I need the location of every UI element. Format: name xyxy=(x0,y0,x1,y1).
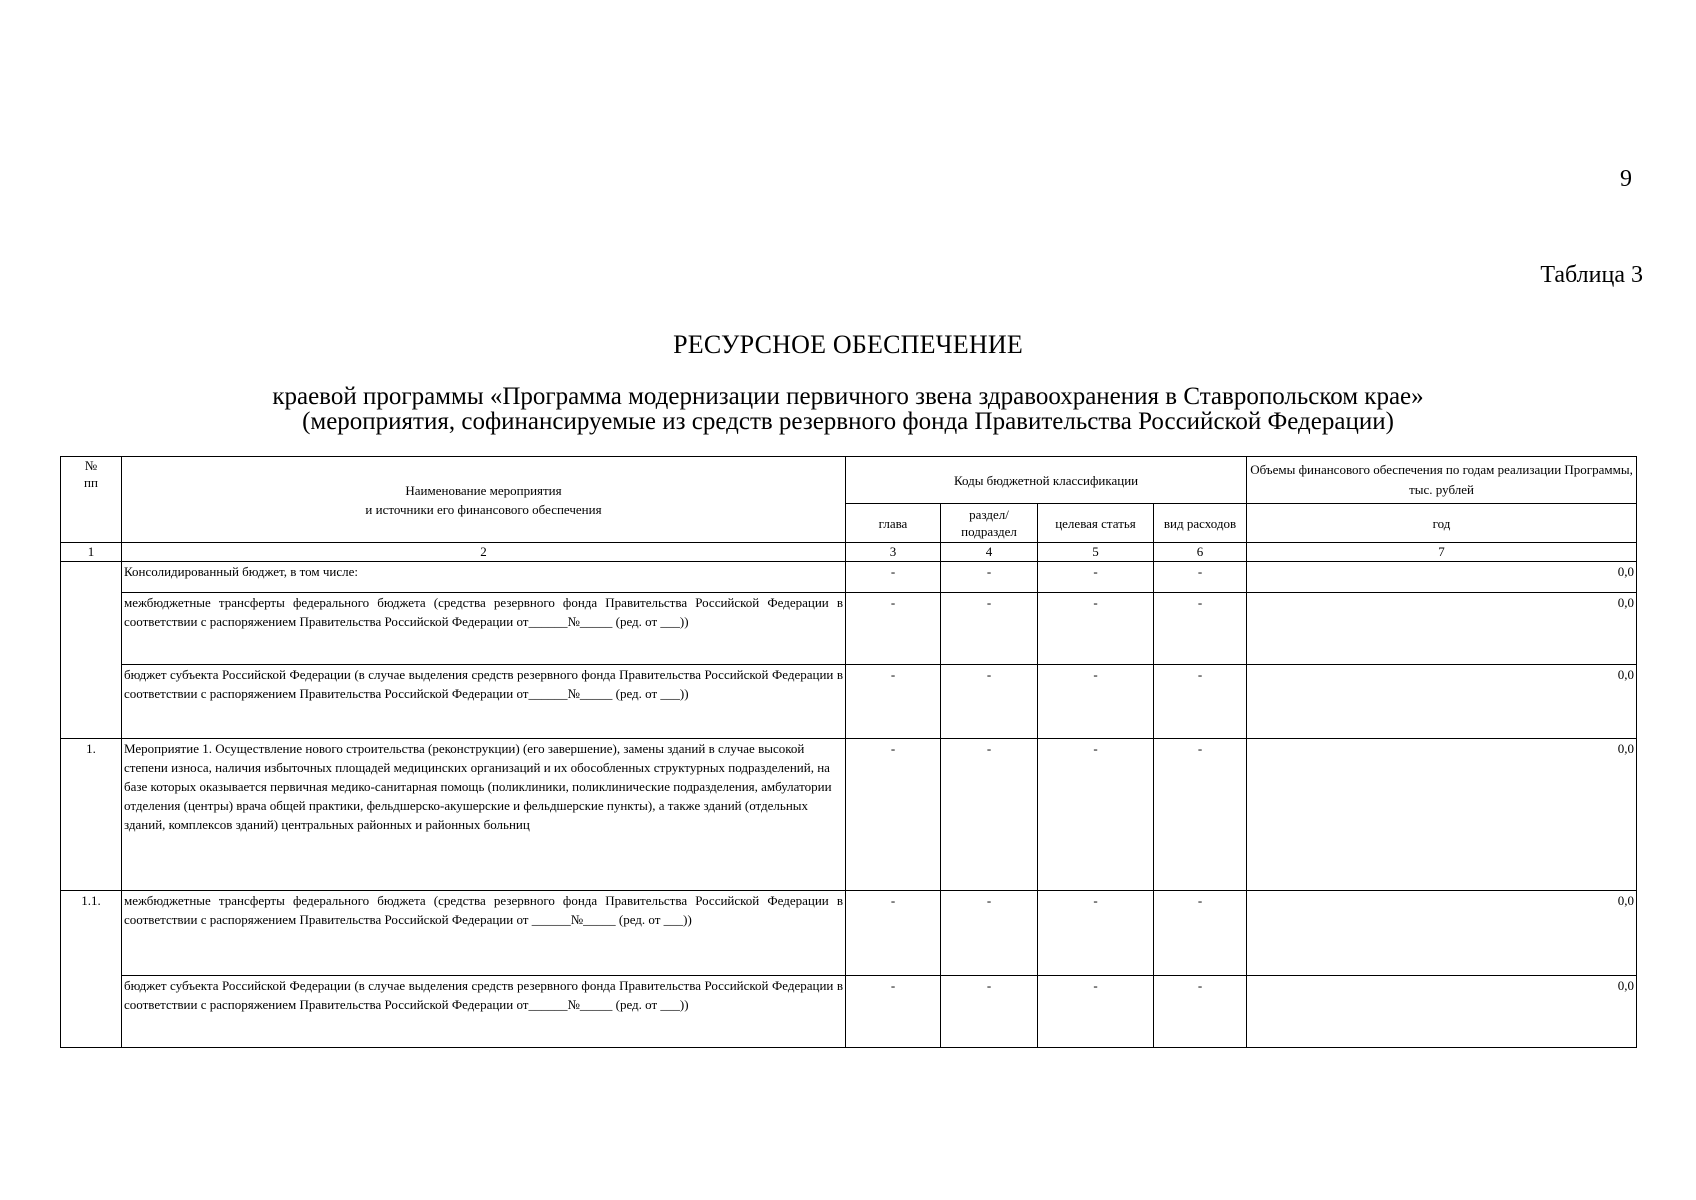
row-glava: - xyxy=(846,562,941,593)
row-razdel: - xyxy=(941,891,1038,976)
column-number: 4 xyxy=(941,543,1038,562)
column-number: 7 xyxy=(1247,543,1637,562)
header-god: год xyxy=(1247,504,1637,543)
subtitle-line-2: (мероприятия, софинансируемые из средств резервного фонда Правительства Российской Федерации) xyxy=(302,408,1394,435)
row-razdel: - xyxy=(941,593,1038,665)
column-number: 1 xyxy=(61,543,122,562)
row-glava: - xyxy=(846,593,941,665)
row-razdel: - xyxy=(941,976,1038,1048)
document-title: РЕСУРСНОЕ ОБЕСПЕЧЕНИЕ xyxy=(673,330,1023,359)
row-name: бюджет субъекта Российской Федерации (в случае выделения средств резервного фонда Правительства Российской Федерации в соответствии с распоряжением Правительства Российской Федерации от______№_____ (ред. от ___)) xyxy=(122,665,846,739)
header-name: Наименование мероприятия и источники его финансового обеспечения xyxy=(122,457,846,543)
row-vid: - xyxy=(1154,593,1247,665)
column-number: 3 xyxy=(846,543,941,562)
page-number: 9 xyxy=(1620,166,1632,192)
table-label: Таблица 3 xyxy=(1540,262,1643,288)
resource-table xyxy=(60,456,1637,1048)
table-row xyxy=(61,593,1637,665)
subtitle-line-1: краевой программы «Программа модернизации первичного звена здравоохранения в Ставропольском крае» xyxy=(272,383,1424,410)
row-value: 0,0 xyxy=(1247,976,1637,1048)
header-no: № пп xyxy=(61,457,122,543)
row-statya: - xyxy=(1038,562,1154,593)
document-subtitle xyxy=(0,384,1696,434)
row-value: 0,0 xyxy=(1247,665,1637,739)
table-row xyxy=(61,562,1637,593)
row-vid: - xyxy=(1154,739,1247,891)
header-razdel: раздел/ подраздел xyxy=(941,504,1038,543)
row-razdel: - xyxy=(941,562,1038,593)
column-number: 6 xyxy=(1154,543,1247,562)
row-number xyxy=(61,562,122,739)
row-name: Консолидированный бюджет, в том числе: xyxy=(122,562,846,593)
row-statya: - xyxy=(1038,739,1154,891)
row-vid: - xyxy=(1154,976,1247,1048)
row-statya: - xyxy=(1038,891,1154,976)
table-row xyxy=(61,739,1637,891)
row-glava: - xyxy=(846,739,941,891)
row-name: межбюджетные трансферты федерального бюджета (средства резервного фонда Правительства Российской Федерации в соответствии с распоряжением Правительства Российской Федерации от______№_____ (ред. от ___)) xyxy=(122,593,846,665)
column-number-row xyxy=(61,543,1637,562)
row-statya: - xyxy=(1038,593,1154,665)
table-row xyxy=(61,665,1637,739)
row-name: Мероприятие 1. Осуществление нового строительства (реконструкции) (его завершение), замены зданий в случае высокой степени износа, наличия избыточных площадей медицинских организаций и их обособленных структурных подразделений, на базе которых оказывается первичная медико-санитарная помощь (поликлиники, поликлинические подразделения, амбулатории отделения (центры) врача общей практики, фельдшерско-акушерские и фельдшерские пункты), а также зданий (отдельных зданий, комплексов зданий) центральных районных и районных больниц xyxy=(122,739,846,891)
row-number: 1. xyxy=(61,739,122,891)
row-value: 0,0 xyxy=(1247,739,1637,891)
row-glava: - xyxy=(846,976,941,1048)
row-glava: - xyxy=(846,891,941,976)
header-vid: вид расходов xyxy=(1154,504,1247,543)
row-value: 0,0 xyxy=(1247,593,1637,665)
table-row xyxy=(61,976,1637,1048)
header-codes: Коды бюджетной классификации xyxy=(846,457,1247,504)
row-value: 0,0 xyxy=(1247,891,1637,976)
row-name: бюджет субъекта Российской Федерации (в случае выделения средств резервного фонда Правительства Российской Федерации в соответствии с распоряжением Правительства Российской Федерации от______№_____ (ред. от ___)) xyxy=(122,976,846,1048)
row-number: 1.1. xyxy=(61,891,122,1048)
row-razdel: - xyxy=(941,665,1038,739)
row-name: межбюджетные трансферты федерального бюджета (средства резервного фонда Правительства Российской Федерации в соответствии с распоряжением Правительства Российской Федерации от ______№_____ (ред. от ___)) xyxy=(122,891,846,976)
row-razdel: - xyxy=(941,739,1038,891)
header-glava: глава xyxy=(846,504,941,543)
row-vid: - xyxy=(1154,562,1247,593)
table-row xyxy=(61,891,1637,976)
header-volumes: Объемы финансового обеспечения по годам реализации Программы, тыс. рублей xyxy=(1247,457,1637,504)
column-number: 2 xyxy=(122,543,846,562)
row-value: 0,0 xyxy=(1247,562,1637,593)
row-vid: - xyxy=(1154,891,1247,976)
header-statya: целевая статья xyxy=(1038,504,1154,543)
row-glava: - xyxy=(846,665,941,739)
row-statya: - xyxy=(1038,976,1154,1048)
row-vid: - xyxy=(1154,665,1247,739)
header-row-1 xyxy=(61,457,1637,504)
column-number: 5 xyxy=(1038,543,1154,562)
row-statya: - xyxy=(1038,665,1154,739)
